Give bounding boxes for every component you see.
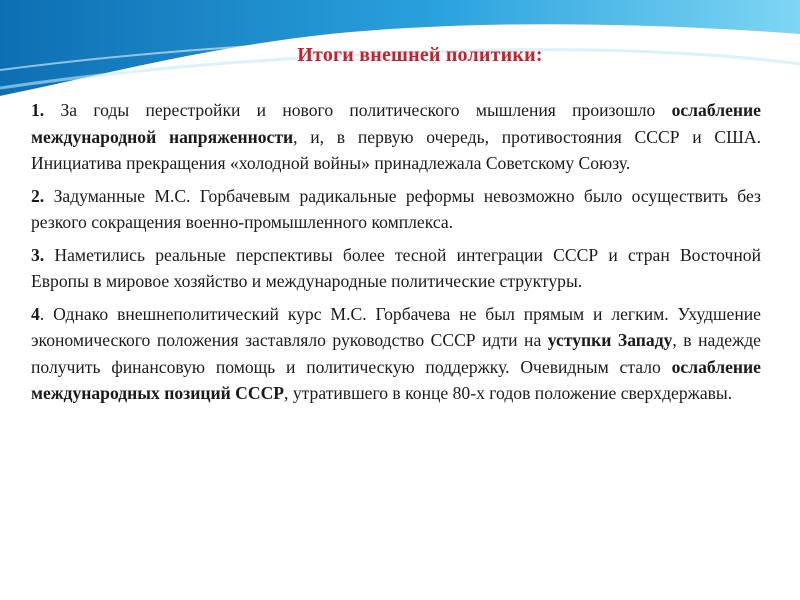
- emphasis-text: ослабление международной напряженности: [31, 100, 761, 147]
- slide-body: [31, 97, 761, 407]
- emphasis-text: уступки Западу: [547, 330, 673, 350]
- paragraph-text: , утратившего в конце 80-х годов положение сверхдержавы.: [284, 383, 733, 403]
- paragraph-number: 4: [31, 303, 40, 324]
- paragraph-text: , в надежде получить финансовую помощь и политическую поддержку. Очевидным стало: [31, 330, 761, 377]
- paragraph-1: [31, 97, 761, 177]
- paragraph-4: [31, 301, 761, 407]
- paragraph-text: . Однако внешнеполитический курс М.С. Горбачева не был прямым и легким. Ухудшение экономического положения заставляло руководство СССР идти на: [31, 303, 761, 350]
- slide-title: Итоги внешней политики:: [297, 44, 543, 66]
- paragraph-text: За годы перестройки и нового политического мышления произошло: [60, 100, 672, 120]
- paragraph-text: Наметились реальные перспективы более тесной интеграции СССР и стран Восточной Европы в мировое хозяйство и международные политические структуры.: [31, 244, 761, 291]
- paragraph-2: [31, 183, 761, 236]
- paragraph-number: 1.: [31, 100, 45, 120]
- paragraph-number: 2.: [31, 185, 45, 206]
- emphasis-text: ослабление международных позиций СССР: [31, 356, 761, 403]
- paragraph-text: , и, в первую очередь, противостояния СССР и США. Инициатива прекращения «холодной войны» принадлежала Советскому Союзу.: [31, 126, 761, 173]
- paragraph-number: 3.: [31, 244, 45, 265]
- paragraph-3: [31, 242, 761, 295]
- paragraph-text: Задуманные М.С. Горбачевым радикальные реформы невозможно было осуществить без резкого сокращения военно-промышленного комплекса.: [31, 185, 761, 232]
